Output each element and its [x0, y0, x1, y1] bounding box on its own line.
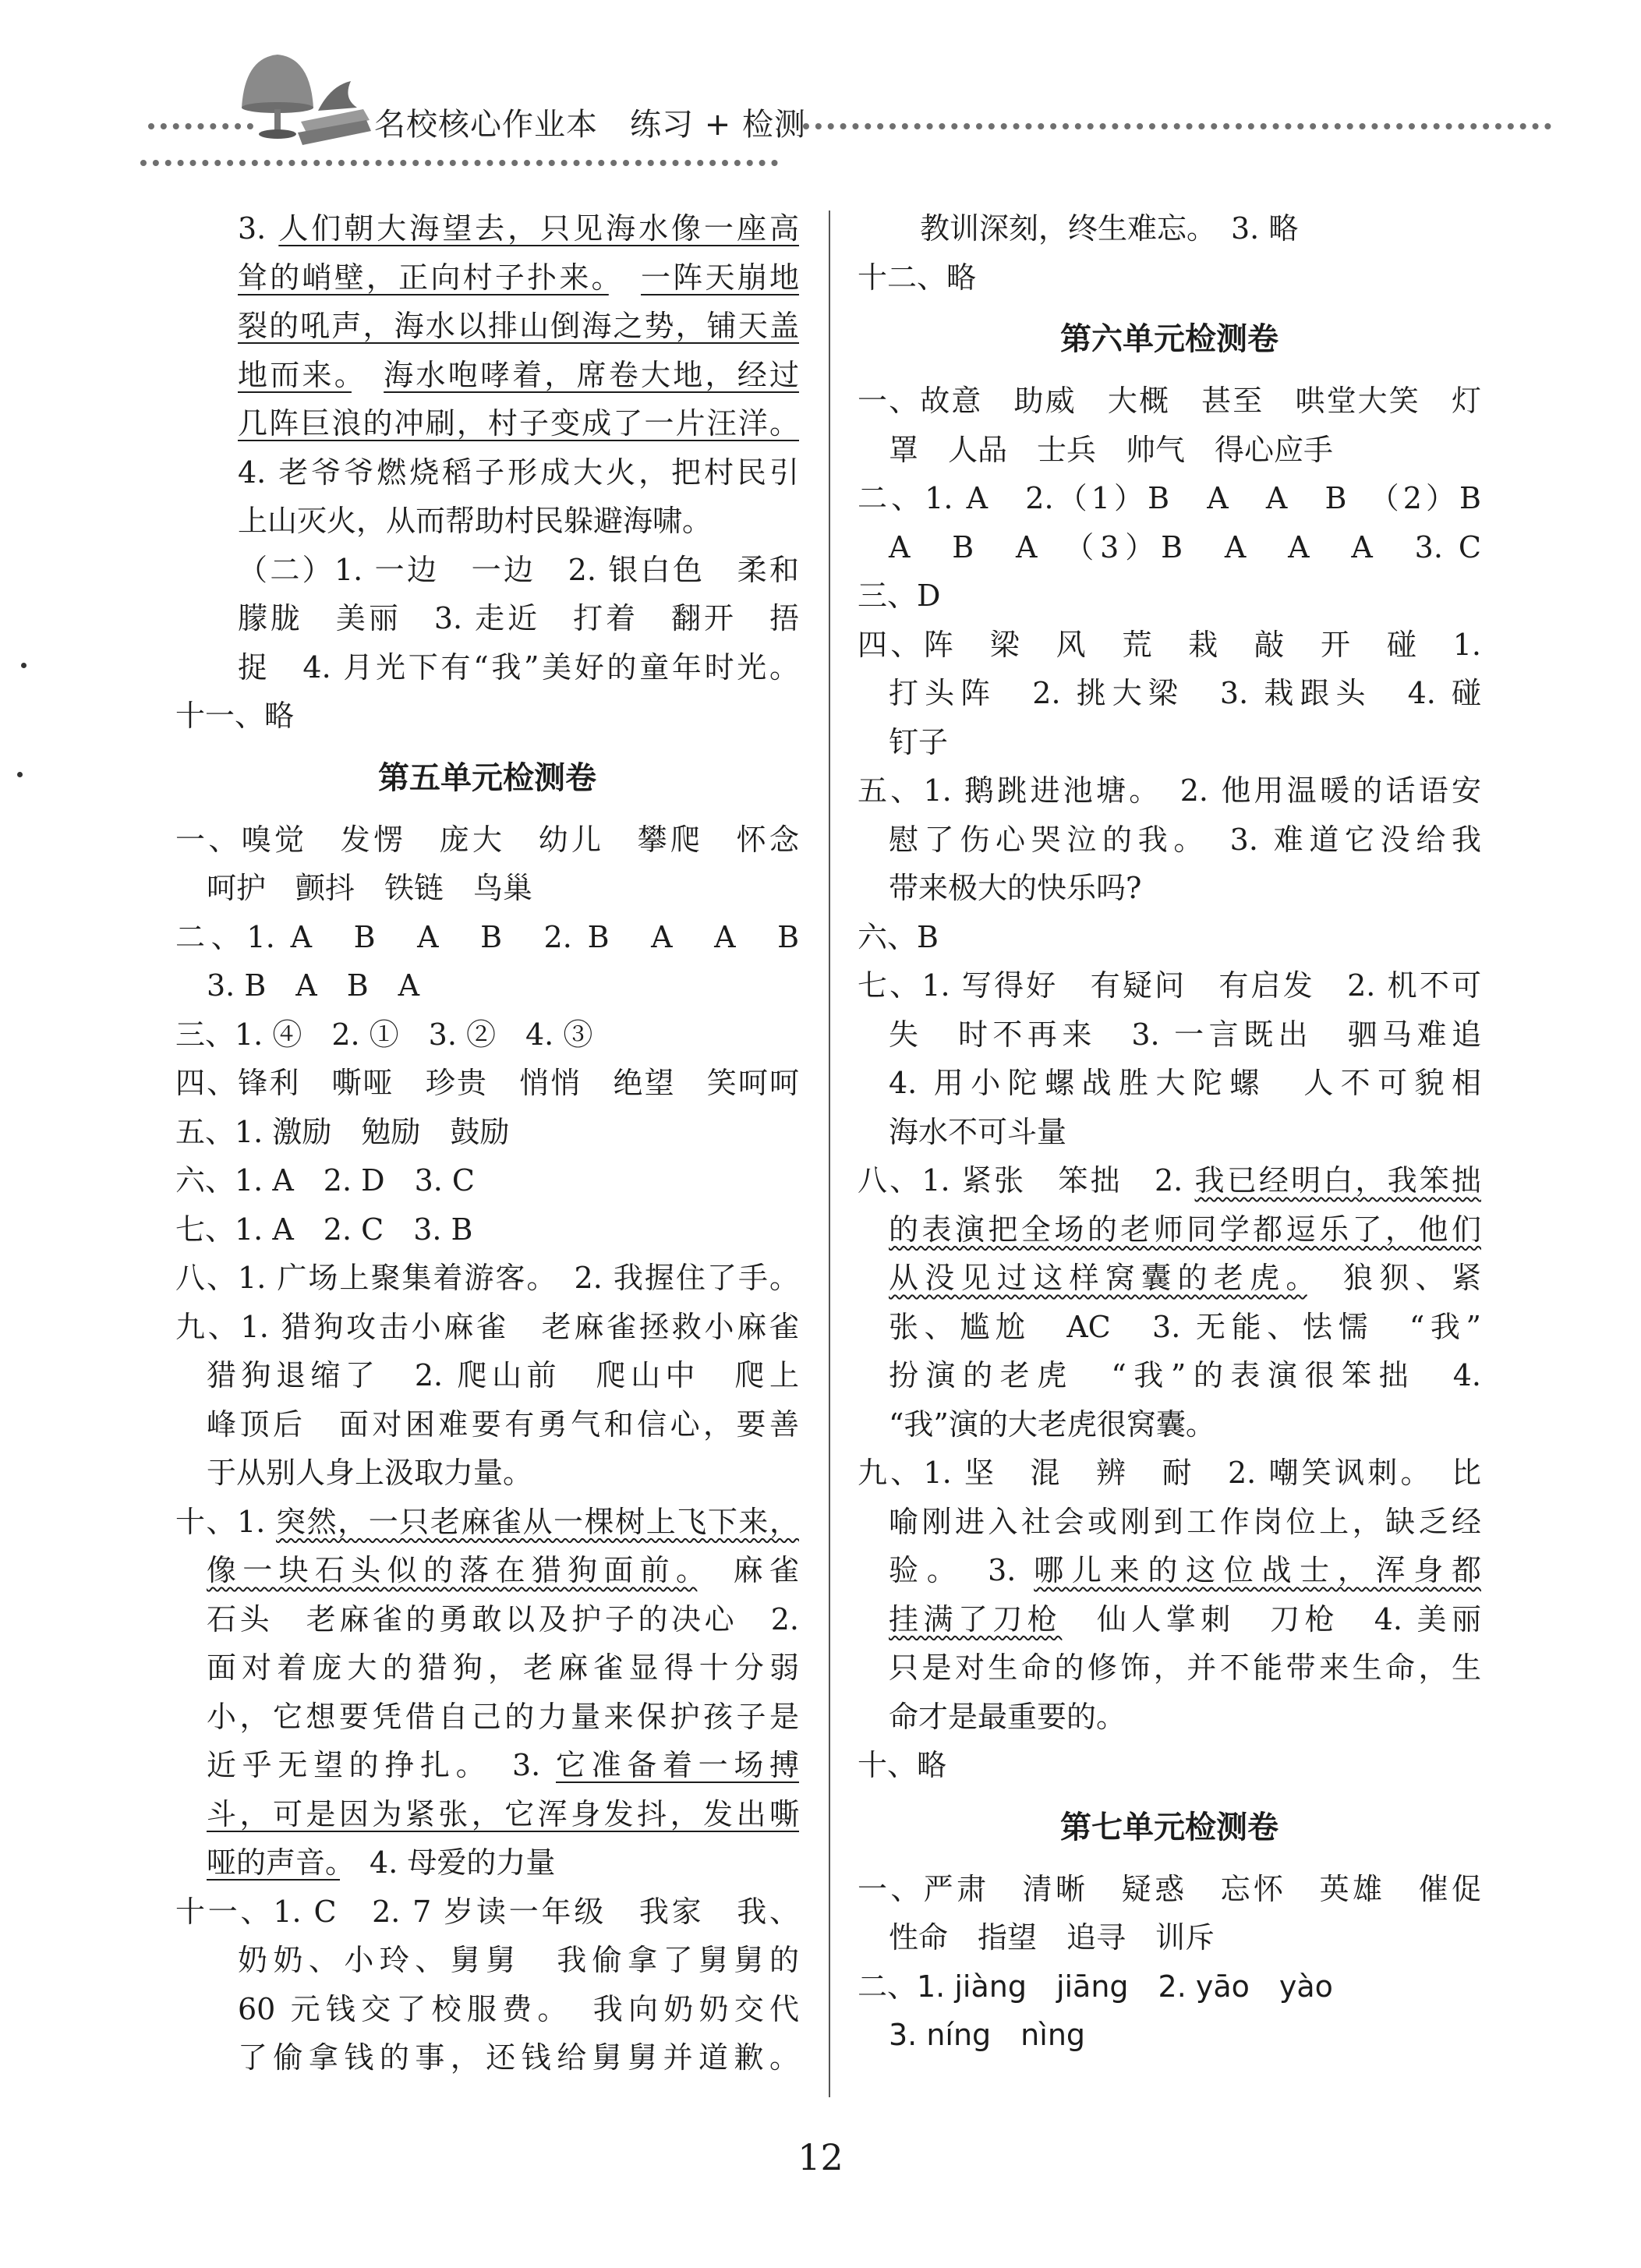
answer-line	[175, 399, 799, 448]
answer-text: 于从别人身上汲取力量。	[207, 1456, 533, 1490]
answer-line	[175, 448, 799, 497]
answer-text: 猎狗退缩了 2. 爬山前 爬山中 爬上	[207, 1358, 799, 1392]
wavy-underlined-answer: 突然，一只老麻雀从一棵树上飞下来，	[276, 1504, 799, 1539]
answer-text: 六、1. A 2. D 3. C	[175, 1163, 475, 1198]
answer-line	[858, 204, 1481, 253]
answer-text: 捉 4. 月光下有“我”美好的童年时光。	[238, 649, 799, 685]
left-answer-column	[175, 204, 799, 2082]
answer-text: 四、阵 梁 风 荒 栽 敲 开 碰 1.	[858, 627, 1481, 662]
answer-line	[858, 523, 1481, 572]
answer-line	[858, 766, 1481, 816]
answer-line	[858, 669, 1481, 718]
answer-text: 六、B	[858, 919, 939, 954]
answer-line	[175, 204, 799, 253]
header-title: 名校核心作业本 练习 + 检测	[374, 107, 806, 143]
answer-line	[858, 474, 1481, 523]
answer-line	[175, 643, 799, 692]
underlined-answer: 耸的峭壁，正向村子扑来。	[238, 260, 609, 295]
answer-line	[858, 1546, 1481, 1595]
answer-line	[858, 1108, 1481, 1157]
answer-text: 九、1. 猎狗攻击小麻雀 老麻雀拯救小麻雀	[175, 1309, 799, 1344]
answer-text: 性命 指望 追寻 训斥	[889, 1920, 1215, 1955]
answer-line	[175, 351, 799, 400]
answer-line	[175, 1449, 799, 1498]
section-title: 第五单元检测卷	[378, 759, 596, 796]
answer-line	[175, 2033, 799, 2082]
underlined-answer: 哑的声音。	[207, 1845, 341, 1880]
answer-line	[175, 692, 799, 741]
page-number: 12	[798, 2136, 843, 2178]
answer-text: 五、1. 激励 勉励 鼓励	[175, 1114, 510, 1149]
answer-line	[175, 253, 799, 303]
scan-speck	[17, 772, 23, 777]
underlined-answer: 裂的吼声，海水以排山倒海之势，铺天盖	[238, 309, 799, 343]
answer-line	[175, 1644, 799, 1693]
underlined-answer: 斗，可是因为紧张，它浑身发抖，发出嘶	[207, 1796, 799, 1831]
answer-line	[858, 1498, 1481, 1547]
answer-line	[175, 864, 799, 913]
answer-line	[858, 1351, 1481, 1400]
answer-line	[175, 1010, 799, 1060]
answer-text: 峰顶后 面对困难要有勇气和信心，要善	[207, 1406, 799, 1442]
answer-text: 教训深刻，终生难忘。 3. 略	[920, 211, 1299, 246]
answer-text: 朦胧 美丽 3. 走近 打着 翻开 捂	[238, 601, 799, 635]
answer-text: 钉子	[889, 724, 949, 759]
answer-line	[858, 1865, 1481, 1914]
answer-line	[858, 1962, 1481, 2011]
answer-line	[858, 1595, 1481, 1644]
answer-text: 小，它想要凭借自己的力量来保护孩子是	[207, 1699, 799, 1734]
header-dots-right	[803, 123, 1551, 129]
answer-text: 奶奶、小玲、舅舅 我偷拿了舅舅的	[238, 1943, 799, 1977]
answer-text: 3. B A B A	[207, 968, 420, 1003]
answer-line	[175, 1059, 799, 1108]
answer-line	[175, 961, 799, 1010]
answer-line	[858, 816, 1481, 865]
answer-text	[352, 358, 384, 392]
answer-text: “我”演的大老虎很窝囊。	[889, 1406, 1215, 1442]
answer-text: 十一、略	[175, 699, 295, 733]
answer-line	[175, 497, 799, 546]
answer-text: 4. 母爱的力量	[340, 1845, 556, 1880]
answer-line	[858, 571, 1481, 621]
answer-text: 上山灭火，从而帮助村民躲避海啸。	[238, 504, 713, 538]
answer-text: 海水不可斗量	[889, 1114, 1067, 1149]
answer-text: A B A （3）B A A A 3. C	[889, 529, 1481, 564]
answer-text: 二、1. jiàng jiāng 2. yāo yào	[858, 1969, 1333, 2004]
answer-text: 带来极大的快乐吗?	[889, 871, 1142, 905]
answer-line	[858, 1156, 1481, 1205]
answer-line	[858, 864, 1481, 913]
answer-text: 七、1. A 2. C 3. B	[175, 1212, 473, 1247]
answer-text: 近乎无望的挣扎。 3.	[207, 1748, 556, 1782]
answer-line	[858, 1913, 1481, 1962]
answer-line	[858, 1693, 1481, 1742]
underlined-answer: 几阵巨浪的冲刷，村子变成了一片汪洋。	[238, 406, 799, 441]
answer-line	[175, 1888, 799, 1937]
answer-text: （二）1. 一边 一边 2. 银白色 柔和	[238, 552, 799, 587]
answer-text: 二、1. A 2.（1）B A A B （2）B	[858, 481, 1481, 515]
wavy-underlined-answer: 的表演把全场的老师同学都逗乐了，他们	[889, 1212, 1481, 1247]
wavy-underlined-answer: 我已经明白，我笨拙	[1194, 1163, 1481, 1198]
answer-line	[175, 1108, 799, 1157]
answer-line	[175, 1985, 799, 2034]
answer-text: 一、严肃 清晰 疑惑 忘怀 英雄 催促	[858, 1871, 1481, 1906]
wavy-underlined-answer: 从没见过这样窝囊的老虎。	[889, 1261, 1307, 1295]
answer-text	[609, 260, 641, 295]
answer-line	[175, 1741, 799, 1790]
answer-line	[175, 1546, 799, 1595]
answer-text: 十、1.	[175, 1504, 277, 1539]
answer-text: 呵护 颤抖 铁链 鸟巢	[207, 871, 533, 905]
answer-line	[175, 1156, 799, 1205]
answer-text: 九、1. 坚 混 辨 耐 2. 嘲笑讽刺。 比	[858, 1456, 1481, 1490]
answer-text: 3. níng nìng	[889, 2018, 1086, 2052]
wavy-underlined-answer: 哪儿来的这位战士，浑身都	[1034, 1553, 1481, 1587]
answer-text: 一、故意 助威 大概 甚至 哄堂大笑 灯	[858, 384, 1481, 418]
answer-line	[175, 1595, 799, 1644]
answer-text: 八、1. 紧张 笨拙 2.	[858, 1163, 1195, 1198]
answer-text: 慰了伤心哭泣的我。 3. 难道它没给我	[889, 822, 1481, 857]
answer-text: 命才是最重要的。	[889, 1699, 1126, 1734]
column-divider	[829, 211, 830, 2097]
answer-line	[858, 961, 1481, 1010]
answer-line	[175, 1498, 799, 1547]
answer-text: 打头阵 2. 挑大梁 3. 栽跟头 4. 碰	[889, 676, 1481, 710]
answer-text: 仙人掌刺 刀枪 4. 美丽	[1062, 1601, 1481, 1636]
answer-line	[175, 1303, 799, 1352]
answer-line	[175, 1205, 799, 1254]
right-answer-column	[858, 204, 1481, 2060]
answer-text: 扮演的老虎 “我”的表演很笨拙 4.	[889, 1358, 1481, 1392]
answer-line	[175, 1936, 799, 1985]
scan-speck	[21, 663, 27, 668]
answer-text: 只是对生命的修饰，并不能带来生命，生	[889, 1651, 1481, 1685]
answer-line	[175, 546, 799, 595]
answer-line	[175, 1254, 799, 1303]
lamp-and-books-icon	[226, 47, 374, 148]
answer-text: 罩 人品 士兵 帅气 得心应手	[889, 432, 1334, 467]
answer-text: 十二、略	[858, 260, 977, 295]
underlined-answer: 它准备着一场搏	[556, 1748, 799, 1782]
answer-line	[175, 913, 799, 962]
answer-text: 了偷拿钱的事，还钱给舅舅并道歉。	[238, 2040, 799, 2075]
answer-line	[858, 1205, 1481, 1254]
answer-text: 60 元钱交了校服费。 我向奶奶交代	[238, 1991, 799, 2026]
answer-line	[175, 1693, 799, 1742]
answer-text: 四、锋利 嘶哑 珍贵 悄悄 绝望 笑呵呵	[175, 1066, 799, 1100]
answer-line	[858, 718, 1481, 767]
answer-text: 石头 老麻雀的勇敢以及护子的决心 2.	[207, 1601, 799, 1636]
answer-text: 验。 3.	[889, 1553, 1034, 1587]
answer-line	[858, 1303, 1481, 1352]
answer-line	[858, 1741, 1481, 1790]
answer-text: 三、D	[858, 578, 941, 613]
answer-line	[858, 1449, 1481, 1498]
answer-line	[858, 913, 1481, 962]
wavy-underlined-answer: 挂满了刀枪	[889, 1601, 1063, 1636]
answer-text: 三、1. ④ 2. ① 3. ② 4. ③	[175, 1017, 593, 1052]
underlined-answer: 一阵天崩地	[641, 260, 799, 295]
answer-line	[858, 377, 1481, 426]
answer-line	[858, 426, 1481, 475]
answer-text: 八、1. 广场上聚集着游客。 2. 我握住了手。	[175, 1261, 799, 1295]
answer-line	[175, 1790, 799, 1839]
answer-text: 4. 老爷爷燃烧稻子形成大火，把村民引	[238, 455, 799, 490]
underlined-answer: 人们朝大海望去，只见海水像一座高	[278, 211, 799, 246]
answer-text: 麻雀	[697, 1553, 799, 1587]
answer-text: 4. 用小陀螺战胜大陀螺 人不可貌相	[889, 1066, 1481, 1100]
answer-line	[858, 253, 1481, 303]
answer-text: 十一、1. C 2. 7 岁读一年级 我家 我、	[175, 1894, 799, 1929]
answer-text: 狼狈、紧	[1307, 1261, 1481, 1295]
answer-line	[175, 302, 799, 351]
answer-text: 张、尴尬 AC 3. 无能、怯懦 “我”	[889, 1309, 1481, 1344]
answer-line	[858, 1254, 1481, 1303]
answer-line	[175, 1351, 799, 1400]
answer-line	[175, 1400, 799, 1449]
wavy-underlined-answer: 像一块石头似的落在猎狗面前。	[207, 1553, 698, 1587]
section-title: 第六单元检测卷	[1060, 321, 1278, 357]
answer-text: 失 时不再来 3. 一言既出 驷马难追	[889, 1017, 1481, 1052]
answer-text: 十、略	[858, 1748, 947, 1782]
underlined-answer: 地而来。	[238, 357, 352, 392]
answer-text: 面对着庞大的猎狗，老麻雀显得十分弱	[207, 1651, 799, 1685]
answer-line	[858, 621, 1481, 670]
answer-line	[858, 2011, 1481, 2060]
answer-line	[175, 594, 799, 643]
answer-text: 五、1. 鹅跳进池塘。 2. 他用温暖的话语安	[858, 773, 1481, 808]
answer-line	[175, 816, 799, 865]
page-header	[0, 0, 1641, 187]
answer-line	[858, 1400, 1481, 1449]
answer-text: 喻刚进入社会或刚到工作岗位上，缺乏经	[889, 1504, 1481, 1539]
answer-text: 二、1. A B A B 2. B A A B	[175, 919, 799, 954]
answer-line	[858, 1059, 1481, 1108]
answer-line	[858, 1010, 1481, 1060]
section-title: 第七单元检测卷	[1060, 1809, 1278, 1845]
answer-line	[175, 1838, 799, 1888]
answer-text: 一、嗅觉 发愣 庞大 幼儿 攀爬 怀念	[175, 822, 799, 857]
answer-line	[858, 1644, 1481, 1693]
underlined-answer: 海水咆哮着，席卷大地，经过	[384, 357, 799, 392]
answer-text: 七、1. 写得好 有疑问 有启发 2. 机不可	[858, 968, 1481, 1003]
answer-text: 3.	[238, 211, 279, 246]
header-dots-bottom	[140, 160, 778, 166]
